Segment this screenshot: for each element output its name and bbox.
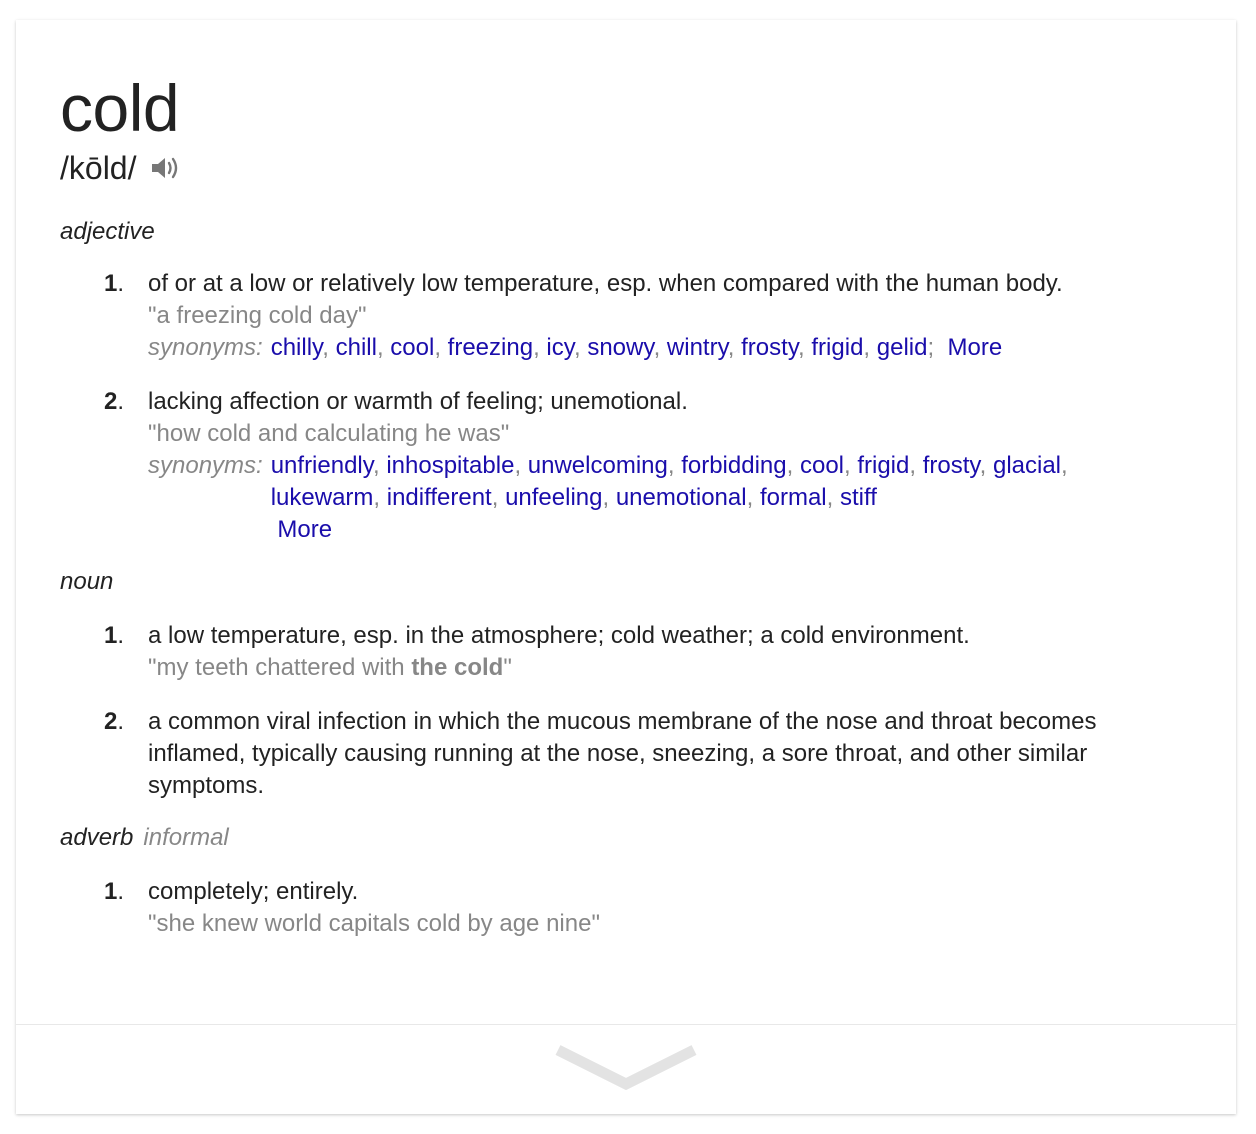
- pos-label: adjective: [60, 218, 155, 245]
- synonyms-label: synonyms:: [148, 334, 263, 361]
- more-synonyms-link[interactable]: More: [277, 516, 333, 543]
- adjective-sense-1: [104, 268, 1196, 364]
- sense-example: "my teeth chattered with the cold": [148, 654, 512, 681]
- speaker-icon[interactable]: [148, 151, 182, 185]
- pos-label: noun: [60, 568, 114, 595]
- pos-noun: [60, 566, 1196, 598]
- sense-number: 1.: [104, 270, 125, 297]
- synonym-link[interactable]: frigid: [811, 334, 864, 361]
- synonym-link[interactable]: stiff: [839, 484, 877, 511]
- sense-example: "how cold and calculating he was": [148, 420, 510, 447]
- sense-number: 1.: [104, 622, 125, 649]
- synonym-link[interactable]: formal: [759, 484, 827, 511]
- synonym-link[interactable]: snowy: [587, 334, 654, 361]
- synonym-link[interactable]: unfeeling: [505, 484, 603, 511]
- synonym-link[interactable]: icy: [546, 334, 574, 361]
- sense-example: "a freezing cold day": [148, 302, 367, 329]
- sense-number: 2.: [104, 708, 125, 735]
- synonym-link[interactable]: cool: [799, 452, 844, 479]
- dictionary-content: [60, 70, 1196, 940]
- sense-definition: lacking affection or warmth of feeling; unemotional.: [148, 388, 688, 415]
- synonym-link[interactable]: unfriendly: [270, 452, 373, 479]
- sense-definition: a common viral infection in which the mucous membrane of the nose and throat becomes inflamed, typically causing running at the nose, sneezing, a sore throat, and other similar symptoms.: [148, 708, 1097, 799]
- pos-adjective: [60, 216, 1196, 248]
- synonym-link[interactable]: frigid: [857, 452, 910, 479]
- synonym-link[interactable]: indifferent: [386, 484, 492, 511]
- synonym-link[interactable]: frosty: [741, 334, 799, 361]
- synonym-link[interactable]: forbidding: [681, 452, 787, 479]
- more-synonyms-link[interactable]: More: [947, 334, 1003, 361]
- synonym-link[interactable]: cool: [390, 334, 435, 361]
- synonyms-row: [148, 332, 1196, 364]
- sense-number: 1.: [104, 878, 125, 905]
- synonym-link[interactable]: inhospitable: [386, 452, 515, 479]
- synonyms-row: [148, 450, 1196, 546]
- pos-adverb: [60, 822, 1196, 854]
- synonym-link[interactable]: glacial: [992, 452, 1062, 479]
- sense-number: 2.: [104, 388, 125, 415]
- sense-definition: completely; entirely.: [148, 878, 359, 905]
- sense-example: "she knew world capitals cold by age nine": [148, 910, 600, 937]
- sense-definition: a low temperature, esp. in the atmosphere; cold weather; a cold environment.: [148, 622, 970, 649]
- pronunciation-row: [60, 148, 1196, 188]
- noun-sense-2: [104, 706, 1196, 802]
- chevron-down-icon[interactable]: [554, 1044, 698, 1092]
- synonym-link[interactable]: unwelcoming: [527, 452, 668, 479]
- adjective-sense-2: [104, 386, 1196, 546]
- synonym-link[interactable]: chilly: [270, 334, 323, 361]
- dictionary-card: [16, 20, 1236, 1114]
- synonym-link[interactable]: frosty: [922, 452, 980, 479]
- pos-label: adverb: [60, 824, 134, 851]
- synonym-link[interactable]: freezing: [447, 334, 534, 361]
- card-divider: [16, 1024, 1236, 1025]
- sense-definition: of or at a low or relatively low temperature, esp. when compared with the human body.: [148, 270, 1063, 297]
- phonetic-spelling: /kōld/: [60, 150, 137, 186]
- synonym-link[interactable]: wintry: [666, 334, 728, 361]
- register-label: informal: [143, 824, 229, 851]
- synonyms-label: synonyms:: [148, 452, 263, 479]
- adverb-sense-1: [104, 876, 1196, 940]
- headword: cold: [60, 71, 180, 145]
- example-emphasis: the cold: [411, 654, 504, 681]
- synonym-link[interactable]: chill: [335, 334, 377, 361]
- synonym-link[interactable]: lukewarm: [270, 484, 374, 511]
- synonym-link[interactable]: gelid: [876, 334, 928, 361]
- noun-sense-1: [104, 620, 1196, 684]
- synonyms-list: unfriendly, inhospitable, unwelcoming, forbidding, cool, frigid, frosty, glacial, lukewarm, indifferent, unfeeling, unemotional, formal, stiff More: [270, 452, 1068, 543]
- synonym-link[interactable]: unemotional: [615, 484, 747, 511]
- synonyms-list: chilly, chill, cool, freezing, icy, snowy, wintry, frosty, frigid, gelid; More: [270, 334, 1003, 361]
